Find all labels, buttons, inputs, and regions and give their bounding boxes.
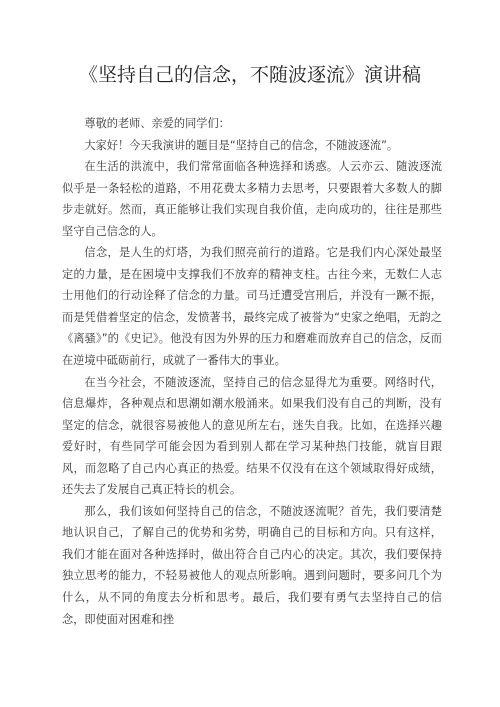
paragraph-modern-society: 在当今社会，不随波逐流，坚持自己的信念显得尤为重要。网络时代，信息爆炸，各种观点和思潮如潮水般涌来。如果我们没有自己的判断，没有坚定的信念，就很容易被他人的意见所左右，迷失自我。比如，在选择兴趣爱好时，有些同学可能会因为看到别人都在学习某种热门技能，就盲目跟风，而忽略了自己内心真正的热爱。结果不仅没有在这个领域取得好成绩，还失去了发展自己真正特长的机会。 [62, 375, 442, 497]
salutation: 尊敬的老师、亲爱的同学们： [84, 117, 230, 130]
paragraph-life-choices: 在生活的洪流中，我们常常面临各种选择和诱惑。人云亦云、随波逐流似乎是一条轻松的道路，不用花费太多精力去思考，只要跟着大多数人的脚步走就好。然而，真正能够让我们实现自我价值，走向成功的，往往是那些坚守自己信念的人。 [62, 160, 442, 238]
paragraph-greeting: 大家好！今天我演讲的题目是“坚持自己的信念，不随波逐流”。 [84, 138, 399, 152]
document-title: 《坚持自己的信念，不随波逐流》演讲稿 [78, 64, 421, 86]
paragraph-how-to-persist: 那么，我们该如何坚持自己的信念，不随波逐流呢？首先，我们要清楚地认识自己，了解自己的优势和劣势，明确自己的目标和方向。只有这样，我们才能在面对各种选择时，做出符合自己内心的决定。其次，我们要保持独立思考的能力，不轻易被他人的观点所影响。遇到问题时，要多问几个为什么，从不同的角度去分析和思考。最后，我们要有勇气去坚持自己的信念，即使面对困难和挫 [62, 504, 442, 626]
paragraph-belief-beacon: 信念，是人生的灯塔，为我们照亮前行的道路。它是我们内心深处最坚定的力量，是在困境中支撑我们不放弃的精神支柱。古往今来，无数仁人志士用他们的行动诠释了信念的力量。司马迁遭受宫刑后，并没有一蹶不振，而是凭借着坚定的信念，发愤著书，最终完成了被誉为“史家之绝唱，无韵之《离骚》”的《史记》。他没有因为外界的压力和磨难而放弃自己的信念，反而在逆境中砥砺前行，成就了一番伟大的事业。 [62, 246, 442, 368]
document-body [62, 113, 442, 630]
